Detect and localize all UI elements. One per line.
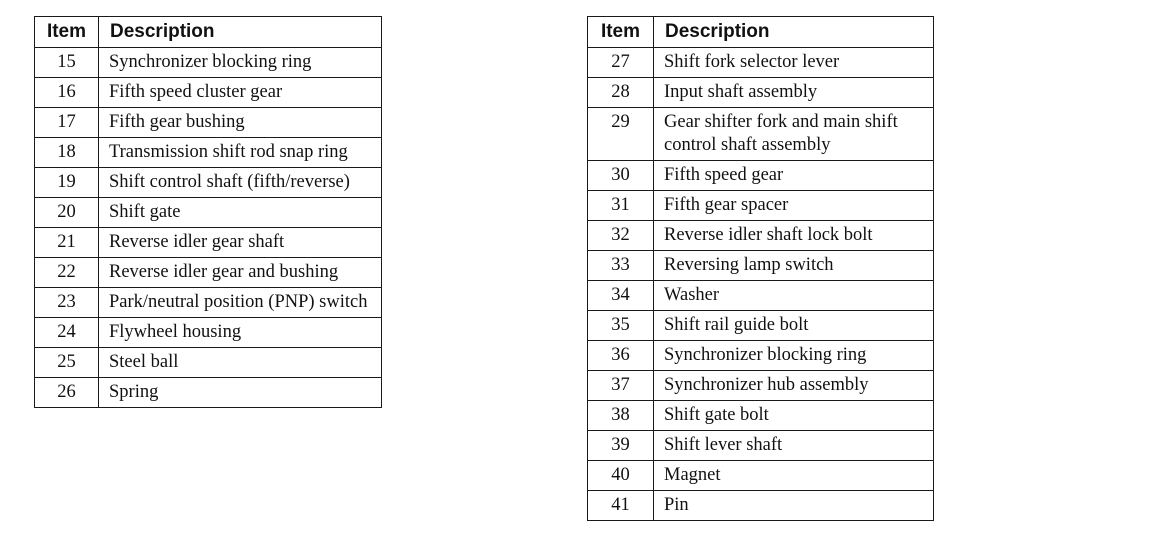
item-number: 34 [588,281,654,311]
item-description: Synchronizer hub assembly [654,371,934,401]
item-description: Shift control shaft (fifth/reverse) [99,168,382,198]
item-number: 32 [588,221,654,251]
column-header-description: Description [654,17,934,48]
table-row [588,191,934,221]
table-row [588,221,934,251]
table-row [588,108,934,161]
table-row [35,348,382,378]
table-header-row [35,17,382,48]
item-number: 18 [35,138,99,168]
item-description: Reverse idler gear and bushing [99,258,382,288]
item-description: Flywheel housing [99,318,382,348]
parts-table-right [587,16,934,521]
table-row [35,168,382,198]
item-description: Fifth speed cluster gear [99,78,382,108]
item-number: 35 [588,311,654,341]
table-row [588,371,934,401]
item-number: 41 [588,491,654,521]
item-number: 31 [588,191,654,221]
item-number: 19 [35,168,99,198]
item-description: Shift gate [99,198,382,228]
item-number: 23 [35,288,99,318]
item-number: 26 [35,378,99,408]
item-description: Synchronizer blocking ring [99,48,382,78]
table-header-row [588,17,934,48]
table-row [35,318,382,348]
table-row [588,401,934,431]
table-row [588,161,934,191]
item-number: 27 [588,48,654,78]
item-number: 33 [588,251,654,281]
item-number: 30 [588,161,654,191]
column-header-description: Description [99,17,382,48]
table-row [588,251,934,281]
item-number: 38 [588,401,654,431]
item-description: Shift lever shaft [654,431,934,461]
table-row [588,311,934,341]
item-description: Gear shifter fork and main shift control shaft assembly [654,108,934,161]
table-row [588,78,934,108]
item-number: 28 [588,78,654,108]
table-row [35,258,382,288]
item-description: Synchronizer blocking ring [654,341,934,371]
item-number: 29 [588,108,654,161]
column-header-item: Item [588,17,654,48]
item-description: Shift fork selector lever [654,48,934,78]
item-number: 21 [35,228,99,258]
item-number: 39 [588,431,654,461]
table-row [35,108,382,138]
table-row [588,491,934,521]
item-number: 36 [588,341,654,371]
item-description: Input shaft assembly [654,78,934,108]
item-number: 25 [35,348,99,378]
item-description: Reversing lamp switch [654,251,934,281]
item-number: 16 [35,78,99,108]
table-row [588,341,934,371]
item-description: Reverse idler shaft lock bolt [654,221,934,251]
item-description: Fifth speed gear [654,161,934,191]
item-description: Shift gate bolt [654,401,934,431]
item-description: Washer [654,281,934,311]
item-description: Reverse idler gear shaft [99,228,382,258]
table-row [35,138,382,168]
item-description: Fifth gear spacer [654,191,934,221]
item-description: Park/neutral position (PNP) switch [99,288,382,318]
item-number: 22 [35,258,99,288]
item-description: Transmission shift rod snap ring [99,138,382,168]
table-row [35,288,382,318]
item-description: Pin [654,491,934,521]
column-header-item: Item [35,17,99,48]
table-row [35,198,382,228]
item-description: Magnet [654,461,934,491]
table-row [588,431,934,461]
table-row [35,78,382,108]
item-description: Spring [99,378,382,408]
table-row [35,228,382,258]
table-row [588,281,934,311]
item-description: Shift rail guide bolt [654,311,934,341]
item-description: Fifth gear bushing [99,108,382,138]
item-number: 17 [35,108,99,138]
item-number: 20 [35,198,99,228]
item-description: Steel ball [99,348,382,378]
parts-table-left [34,16,382,408]
table-row [35,378,382,408]
item-number: 15 [35,48,99,78]
item-number: 37 [588,371,654,401]
table-row [35,48,382,78]
item-number: 40 [588,461,654,491]
table-row [588,48,934,78]
table-row [588,461,934,491]
item-number: 24 [35,318,99,348]
